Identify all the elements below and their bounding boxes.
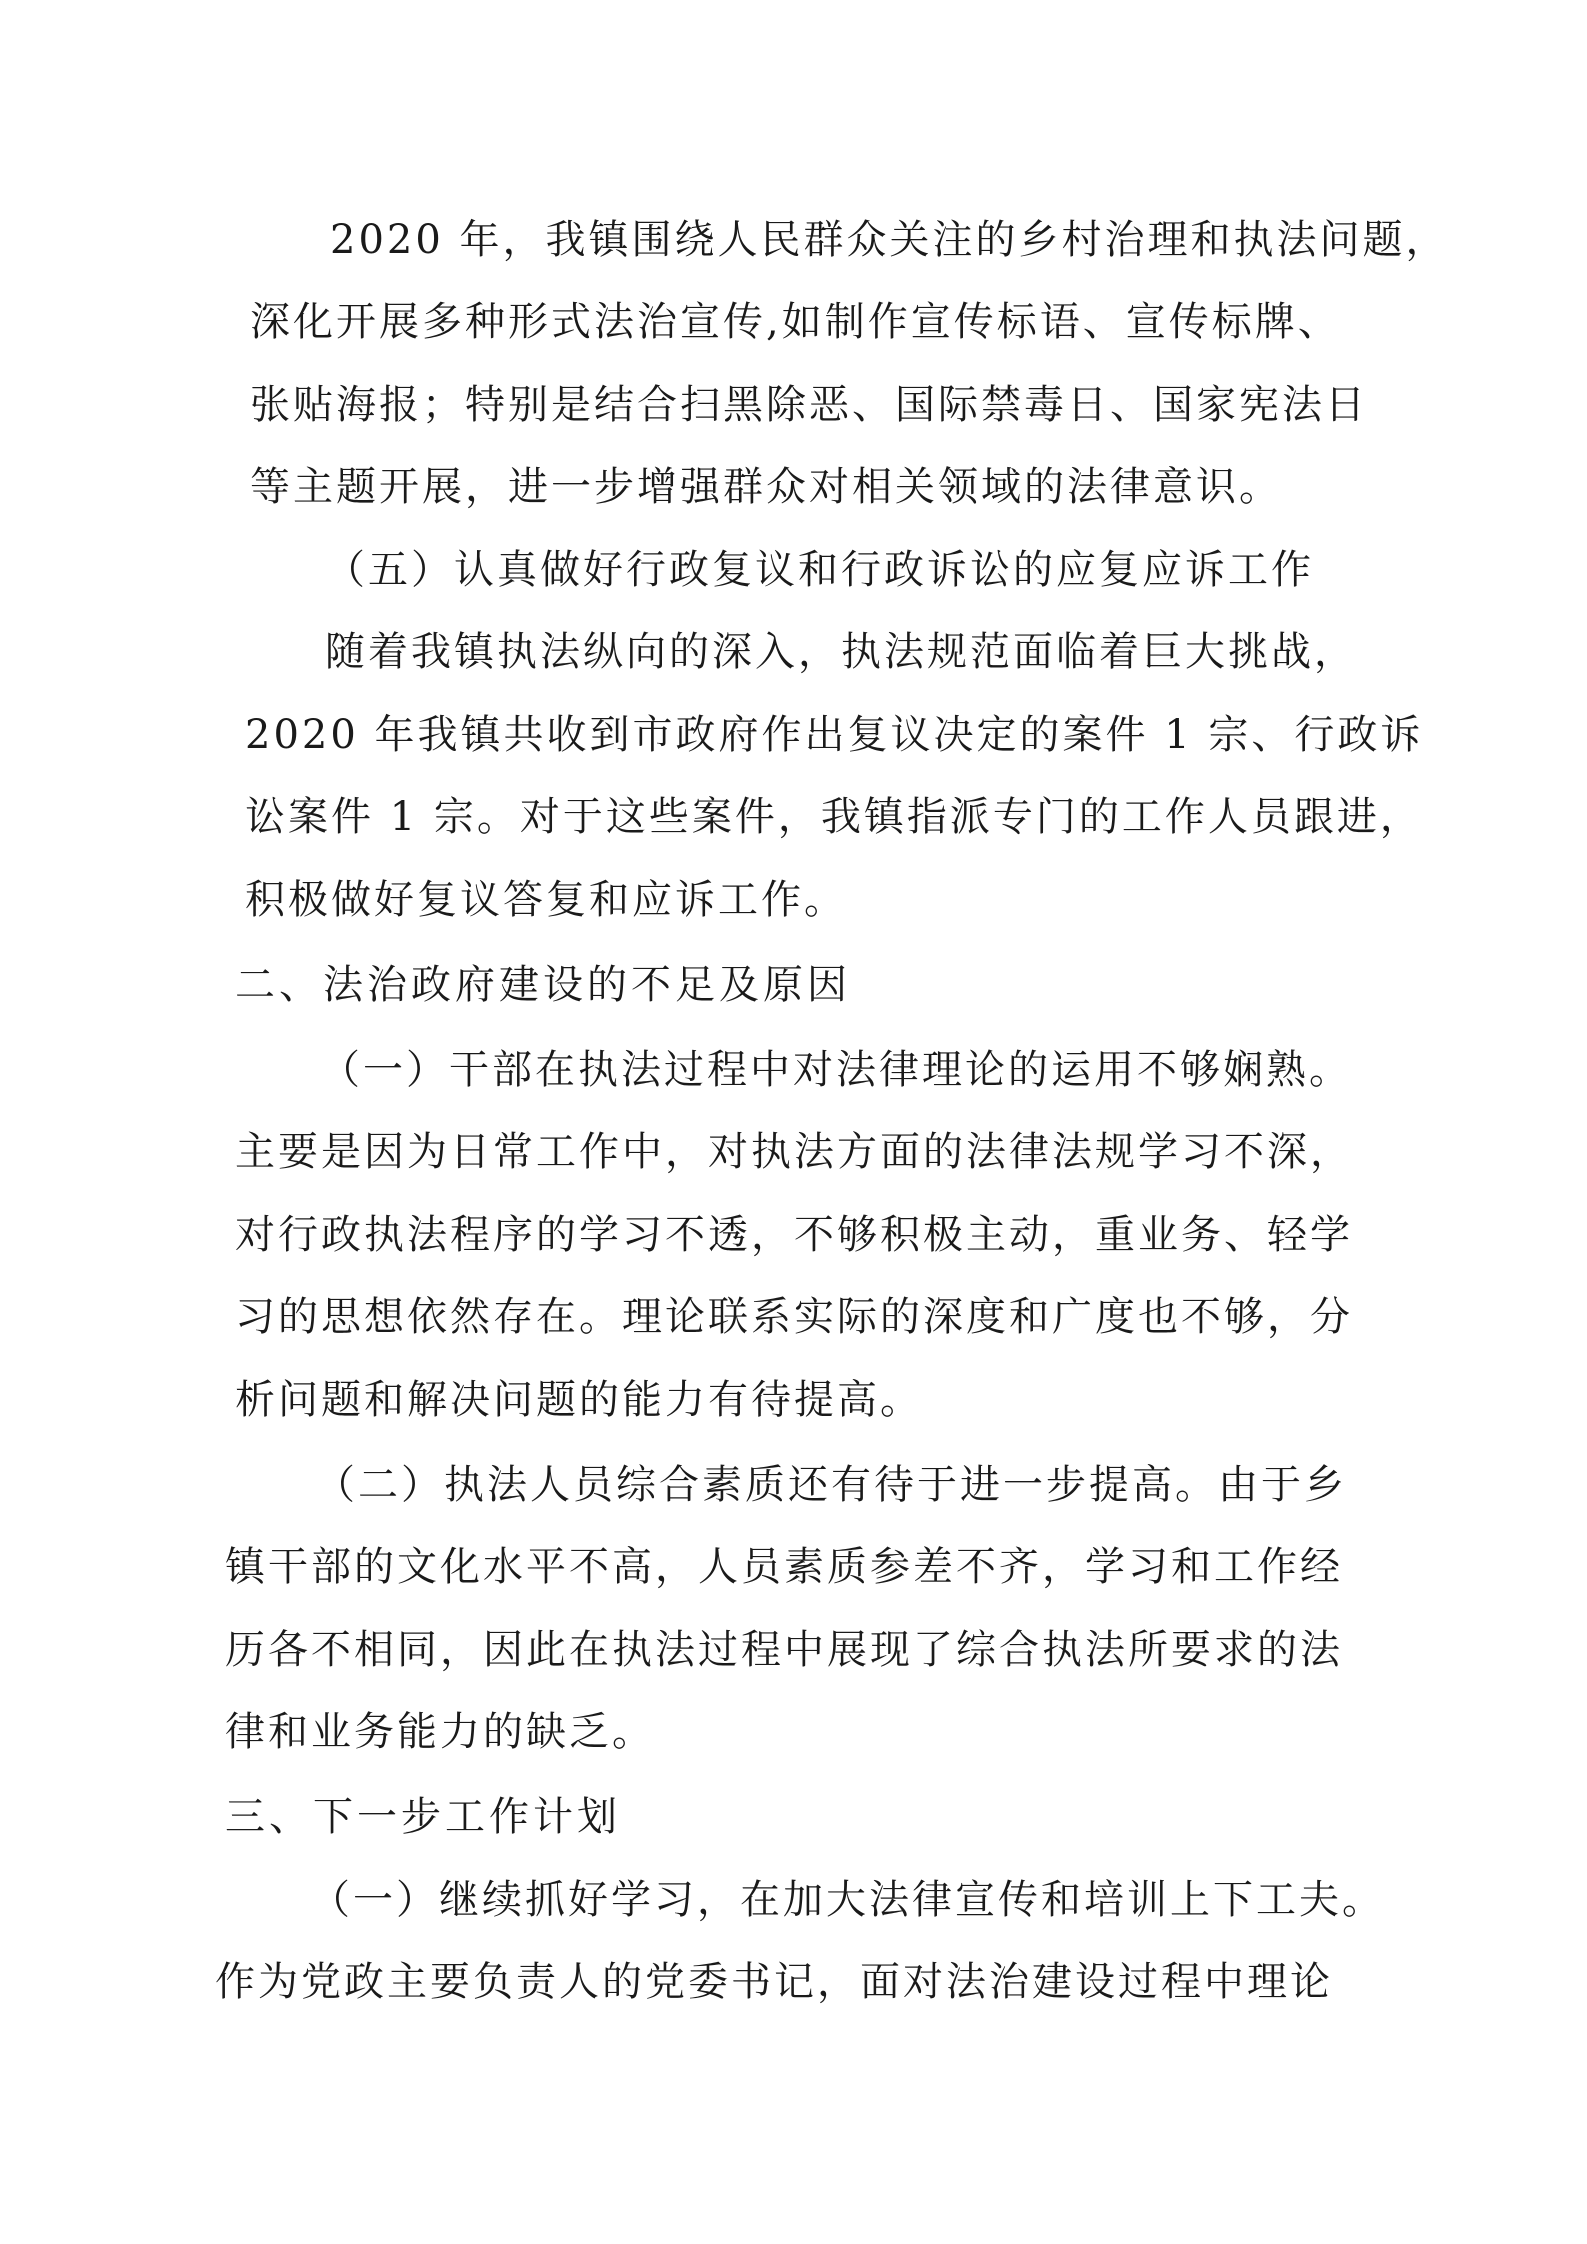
paragraph-1-line-2: 深化开展多种形式法治宣传,如制作宣传标语、宣传标牌、 <box>250 299 1341 345</box>
paragraph-3-line-2: 主要是因为日常工作中，对执法方面的法律法规学习不深， <box>235 1129 1353 1175</box>
section-heading-3: 三、下一步工作计划 <box>225 1794 621 1840</box>
paragraph-1-line-1: 2020 年，我镇围绕人民群众关注的乡村治理和执法问题， <box>330 217 1449 263</box>
paragraph-2-line-4: 积极做好复议答复和应诉工作。 <box>245 877 847 923</box>
paragraph-1-line-4: 等主题开展，进一步增强群众对相关领域的法律意识。 <box>250 464 1282 510</box>
paragraph-4-line-3: 历各不相同，因此在执法过程中展现了综合执法所要求的法 <box>225 1627 1343 1673</box>
paragraph-2-line-1: 随着我镇执法纵向的深入，执法规范面临着巨大挑战， <box>325 629 1357 675</box>
paragraph-3-line-3: 对行政执法程序的学习不透，不够积极主动，重业务、轻学 <box>235 1212 1353 1258</box>
paragraph-3-line-5: 析问题和解决问题的能力有待提高。 <box>235 1377 923 1423</box>
paragraph-1-line-3: 张贴海报；特别是结合扫黑除恶、国际禁毒日、国家宪法日 <box>250 382 1368 428</box>
subheading-5: （五）认真做好行政复议和行政诉讼的应复应诉工作 <box>325 547 1314 593</box>
paragraph-4-line-2: 镇干部的文化水平不高，人员素质参差不齐，学习和工作经 <box>225 1544 1343 1590</box>
paragraph-5-line-2: 作为党政主要负责人的党委书记，面对法治建设过程中理论 <box>215 1959 1333 2005</box>
section-heading-2: 二、法治政府建设的不足及原因 <box>235 962 851 1008</box>
paragraph-3-line-4: 习的思想依然存在。理论联系实际的深度和广度也不够，分 <box>235 1294 1353 1340</box>
paragraph-4-line-1: （二）执法人员综合素质还有待于进一步提高。由于乡 <box>315 1462 1347 1508</box>
paragraph-4-line-4: 律和业务能力的缺乏。 <box>225 1709 655 1755</box>
paragraph-3-line-1: （一）干部在执法过程中对法律理论的运用不够娴熟。 <box>320 1047 1352 1093</box>
paragraph-2-line-2: 2020 年我镇共收到市政府作出复议决定的案件 1 宗、行政诉 <box>245 712 1424 758</box>
paragraph-5-line-1: （一）继续抓好学习，在加大法律宣传和培训上下工夫。 <box>310 1877 1385 1923</box>
paragraph-2-line-3: 讼案件 1 宗。对于这些案件，我镇指派专门的工作人员跟进， <box>245 794 1423 840</box>
